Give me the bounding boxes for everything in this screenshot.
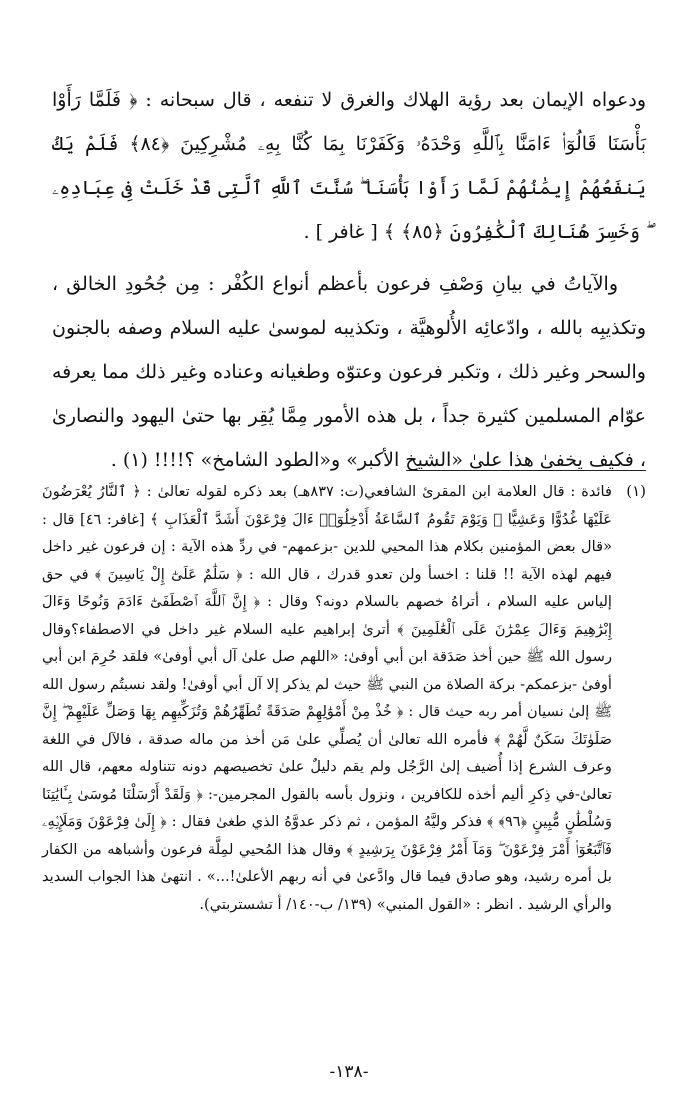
main-paragraph: والآياتُ في بيانِ وَصْفِ فرعون بأعظم أنواع الكُفْر : مِن جُحُودِ الخالق ، وتكذيبِه بالله ، وادّعائِه الأُلوهيَّة ، وتكذيبه لموسىٰ عليه السلام وصفه بالجنون والسحر وغير ذلك ، وتكبر فرعون وعتوّه وطغيانه وعناده وغير ذلك مما يعرفه عوّام المسلمين كثيرة جداً ، بل هذه الأمور مِمَّا يُقِر بها حتىٰ اليهود والنصارىٰ ، فكيف يخفىٰ هذا علىٰ «الشيخ الأكبر» و«الطود الشامخ» ؟!!!! (١) . — [52, 273, 646, 471]
footnote-separator — [406, 470, 646, 471]
footnote-row — [42, 478, 646, 918]
page-number: -١٣٨- — [329, 1062, 369, 1082]
footnote — [42, 478, 646, 918]
footnote-paragraph: فائدة : قال العلامة ابن المقرئ الشافعي(ت: ٨٣٧هـ) بعد ذكره لقوله تعالىٰ : ﴿ ٱلنَّارُ يُعْرَضُونَ عَلَيْهَا غُدُوًّا وَعَشِيًّا ۖ وَيَوْمَ تَقُومُ ٱلسَّاعَةُ أَدْخِلُوٓا۟ ءَالَ فِرْعَوْنَ أَشَدَّ ٱلْعَذَابِ ﴾ [غافر: ٤٦] قال : «قال بعض المؤمنين بكلام هذا المحيي للدين -بزعمهم- في ردِّ هذه الآية : إن فرعون غير داخل فيهم لهذه الآية !! قلنا : اخسأ ولن تعدو قدرك ، قال الله : ﴿ سَلَٰمٌ عَلَىٰٓ إِلْ يَاسِينَ ﴾ في حق إلياس عليه السلام ، أتراهُ خصهم بالسلام دونه؟ وقال : ﴿ إِنَّ ٱللَّهَ ٱصْطَفَىٰٓ ءَادَمَ وَنُوحًا وَءَالَ إِبْرَٰهِيمَ وَءَالَ عِمْرَٰنَ عَلَى ٱلْعَٰلَمِينَ ﴾ أترىٰ إبراهيم عليه السلام غير داخل في الاصطفاء؟وقال رسول الله ﷺ حين أخذ صَدَقة ابن أبي أوفىٰ: «اللهم صل علىٰ آل أبي أوفىٰ» فلقد حُرِمَ ابن أبي أوفىٰ -بزعمكم- بركة الصلاة من النبي ﷺ حيث لم يذكر إلا آل أبي أوفىٰ! ولقد نسبتُم رسول الله ﷺ إلىٰ نسيان أمر ربه حيث قال : ﴿ خُذْ مِنْ أَمْوَٰلِهِمْ صَدَقَةً تُطَهِّرُهُمْ وَتُزَكِّيهِم بِهَا وَصَلِّ عَلَيْهِمْ ۖ إِنَّ صَلَوٰتَكَ سَكَنٌ لَّهُمْ ﴾ فأمره الله تعالىٰ أن يُصلِّي علىٰ مَن أخذ من ماله صدقة ، فالآل في اللغة وعرف الشرع إذا أُضيف إلىٰ الرَّجُل ولم يقم دليلٌ علىٰ تخصيصهم دونه تتناوله معهم، قال الله تعالىٰ-في ذِكرِ أليم أخذه للكافرين ، ونزول بأسه بالقول المجرمين-: ﴿ وَلَقَدْ أَرْسَلْنَا مُوسَىٰ بِـَٔايَٰتِنَا وَسُلْطَٰنٍ مُّبِينٍ ﴿٩٦﴾ ﴾ فذكر وليَّهُ المؤمن ، ثم ذكر عدوَّهُ الذي طغىٰ فقال : ﴿ إِلَىٰ فِرْعَوْنَ وَمَلَإِي۟هِۦ فَٱتَّبَعُوٓا۟ أَمْرَ فِرْعَوْنَ ۖ وَمَآ أَمْرُ فِرْعَوْنَ بِرَشِيدٍ ﴾ وقال هذا المُحيي لمِلَّة فرعون وأشباهه من الكفار بل أمره رشيد، وهو صادق فيما قال وادَّعىٰ في أنه ربهم الأعلىٰ!...» . انتهىٰ هذا الجواب السديد والرأي الرشيد . انظر : «القول المنبي» (١٣٩/ ب-١٤٠/ أ تشستربتي). — [42, 483, 612, 913]
main-paragraph: ودعواه الإيمان بعد رؤية الهلاك والغرق لا تنفعه ، قال سبحانه : ﴿ فَلَمَّا رَأَوْا بَأْسَنَا قَالُوٓا۟ ءَامَنَّا بِٱللَّهِ وَحْدَهُۥ وَكَفَرْنَا بِمَا كُنَّا بِهِۦ مُشْرِكِينَ ﴿٨٤﴾ فَلَمْ يَكُ يَنفَعُهُمْ إِيمَٰنُهُمْ لَمَّا رَأَوْا بَأْسَنَا ۖ سُنَّتَ ٱللَّهِ ٱلَّتِى قَدْ خَلَتْ فِى عِبَادِهِۦ ۖ وَخَسِرَ هُنَالِكَ ٱلْكَٰفِرُونَ ﴿٨٥﴾ ﴾ [ غافر ] . — [52, 89, 646, 243]
main-text — [52, 78, 646, 482]
paragraph-gap — [52, 254, 646, 262]
footnote-number: (١) — [626, 482, 646, 500]
footnote-body — [42, 478, 612, 918]
